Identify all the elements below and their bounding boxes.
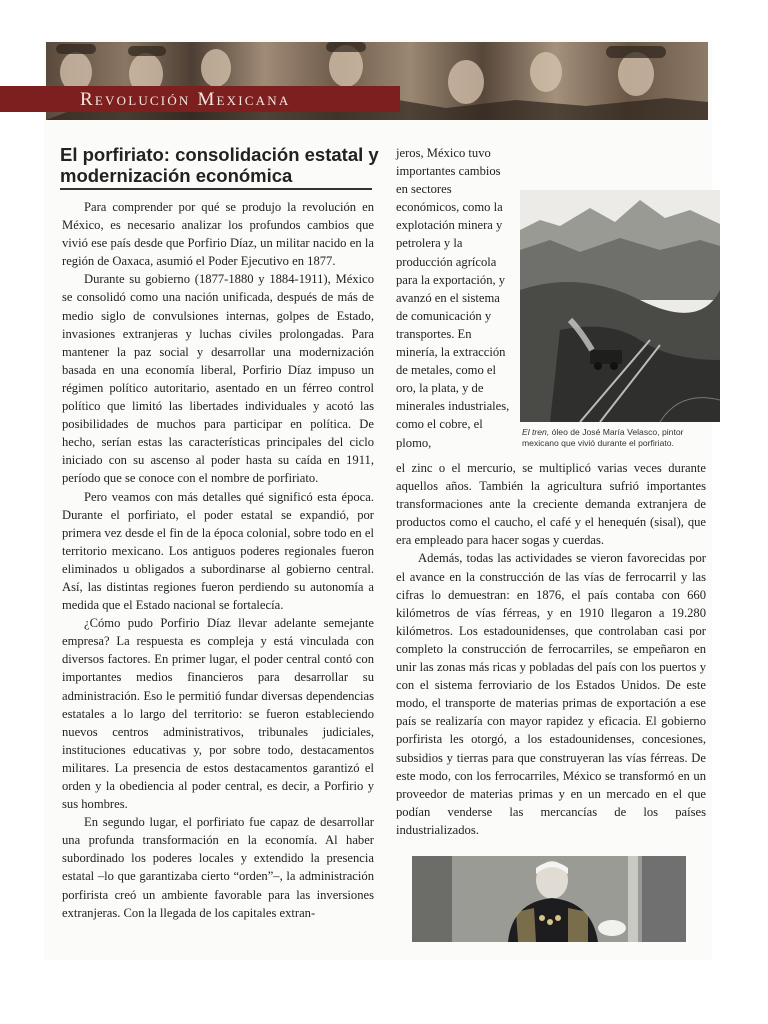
painting-caption: [522, 427, 720, 449]
article-heading: El porfiriato: consolidación estatal y modernización económica: [60, 144, 379, 186]
paragraph: jeros, México tuvo importantes cambios en sectores económicos, como la explotación minera y petrolera y la producción agrícola para la exportación, y avanzó en el sistema de comunicación y transportes. En minería, la extracción de metales, como el oro, la plata, y de minerales industriales, como el cobre, el plomo,: [396, 146, 510, 450]
paragraph: Para comprender por qué se produjo la revolución en México, es necesario analizar los profundos cambios que vivió ese país desde que Porfirio Díaz, un militar nacido en la región de Oaxaca, asumió el Poder Ejecutivo en 1877.: [62, 200, 374, 269]
el-tren-painting: [520, 190, 720, 422]
paragraph: Pero veamos con más detalles qué significó esta época. Durante el porfiriato, el poder estatal se expandió, por primera vez desde el fin de la época colonial, sobre todo en el territorio mexicano. Los antiguos poderes regionales fueron eliminados u obligados a subordinarse al gobierno central. Así, las distintas regiones fueron perdiendo su autonomía a medida que el Estado nacional se fortalecía.: [62, 489, 374, 613]
paragraph: En segundo lugar, el porfiriato fue capaz de desarrollar una profunda transformación en la economía. Al haber subordinado los poderes locales y extendido la presencia estatal –lo que garantizaba cierto “orden”–, la administración porfirista creó un ambiente favorable para las inversiones extranjeras. Con la llegada de los capitales extran-: [62, 815, 374, 920]
caption-text: óleo de José María Velasco, pintor mexicano que vivió durante el porfiriato.: [522, 427, 684, 448]
left-column: [62, 198, 374, 922]
porfirio-diaz-portrait: [412, 856, 686, 942]
portrait-photo: [412, 856, 686, 942]
paragraph: Además, todas las actividades se vieron favorecidas por el avance en la construcción de las vías de ferrocarril y las cifras lo demuestran: en 1876, el país contaba con 660 kilómetros de vías férreas, y en 1910 llegaron a 19.280 kilómetros. Los estadounidenses, que controlaban casi por completo la construcción de ferrocarriles, se empeñaron en unir las zonas más ricas y pobladas del país con los puertos y con el sistema ferroviario de los Estados Unidos. De este modo, el transporte de materias primas de exportación a ese país se realizaría con mayor rapidez y eficacia. El gobierno porfirista les otorgó, a los estadounidenses, concesiones, subsidios y tierras para que construyeran las vías férreas. De este modo, con los ferrocarriles, México se transformó en un proveedor de materias primas y en un mercado en el que podían venderse las mercancías de los países industrializados.: [396, 551, 706, 837]
heading-underline: [60, 188, 372, 190]
paragraph: Durante su gobierno (1877-1880 y 1884-1911), México se consolidó como una nación unificada, después de más de medio siglo de convulsiones internas, golpes de Estado, invasiones extranjeras y luchas civiles prolongadas. Para mantener la paz social y desarrollar una modernización basada en una economía liberal, Porfirio Díaz impuso un régimen político autoritario, asentado en un férreo control político que limitó las libertades individuales y acotó las posibilidades de muchos para participar en política. De hecho, serían estas las características principales del ciclo iniciado con su ascenso al poder hasta su caída en 1911, período que se conoce con el nombre de porfiriato.: [62, 272, 374, 486]
paragraph: ¿Cómo pudo Porfirio Díaz llevar adelante semejante empresa? La respuesta es compleja y está vinculada con diversos factores. En primer lugar, el poder central contó con importantes medios financieros para desarrollar su administración. Eso le permitió fundar diversas dependencias estatales a lo largo del territorio: se fueron estableciendo nuevos centros administrativos, tribunales judiciales, instituciones educativas y, por sobre todo, destacamentos militares. La presencia de estos destacamentos garantizó el orden y la obediencia al poder central, es decir, a Porfirio y sus hombres.: [62, 616, 374, 812]
caption-title: El tren,: [522, 427, 550, 437]
paragraph: el zinc o el mercurio, se multiplicó varias veces durante aquellos años. También la agricultura sufrió importantes transformaciones ante la creciente demanda extranjera de productos como el caucho, el café y el henequén (sisal), que era empleado para hacer sogas y cuerdas.: [396, 461, 706, 548]
right-column-bottom: [396, 459, 706, 839]
train-landscape-illustration: [520, 190, 720, 422]
right-column-top: [396, 144, 512, 452]
banner-title: Revolución Mexicana: [80, 89, 291, 110]
